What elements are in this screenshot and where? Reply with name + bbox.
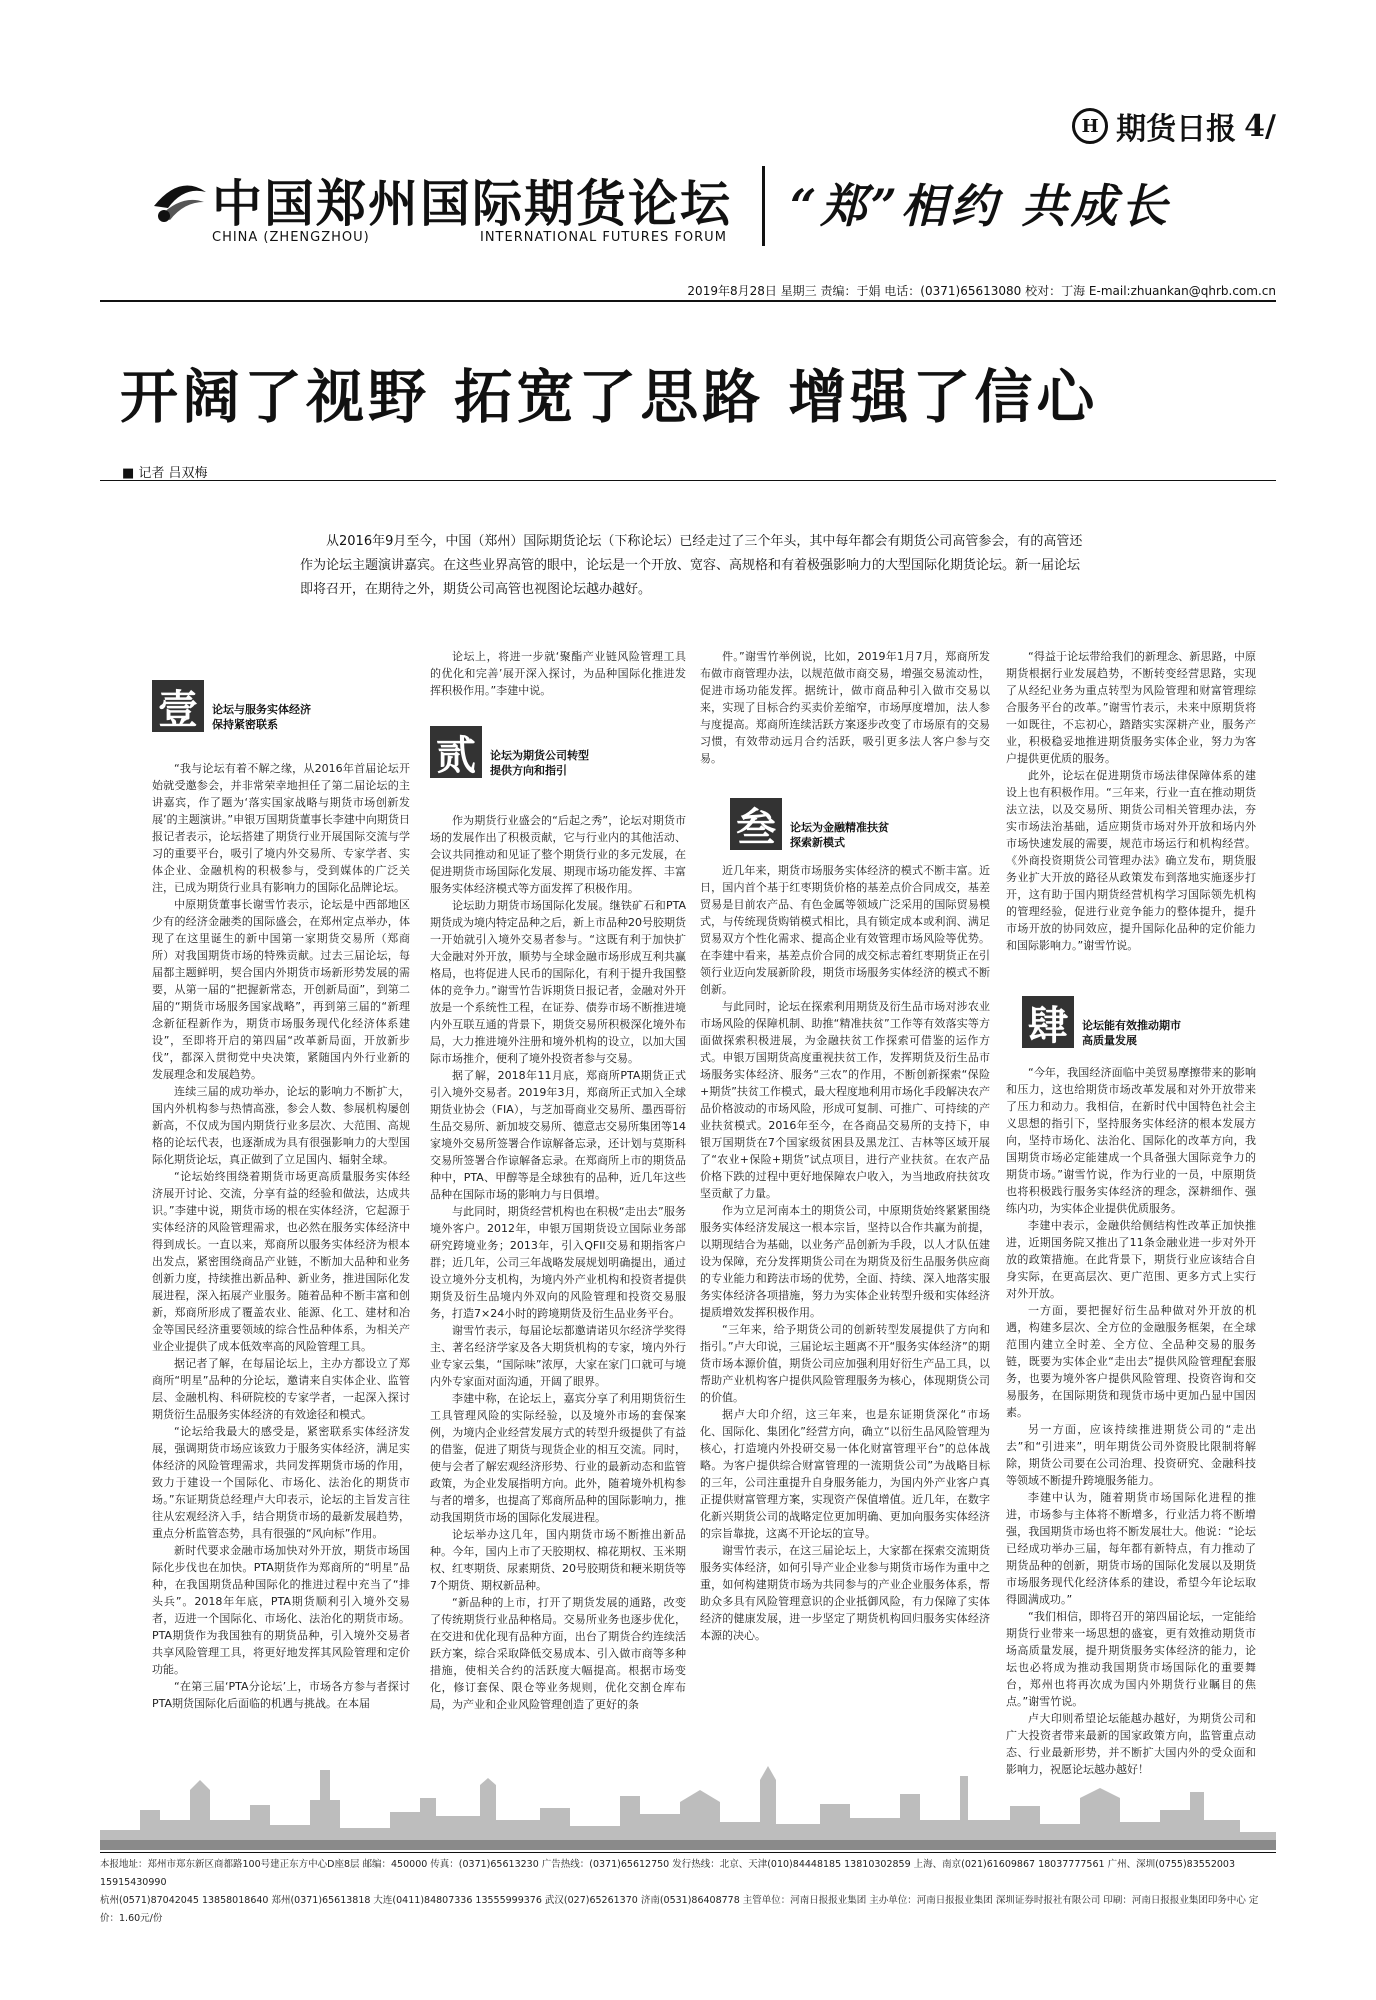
byline-rule [100,480,1276,481]
section-number: 叁 [730,798,782,850]
section-title-line: 论坛为金融精准扶贫 [790,821,889,834]
section-title-line: 探索新模式 [790,836,845,849]
paragraph: “论坛给我最大的感受是，紧密联系实体经济发展，强调期货市场应该致力于服务实体经济，满足实体经济的风险管理需求，共同发挥期货市场的作用，致力于建设一个国际化、市场化、法治化的期货市场。”东证期货总经理卢大印表示，论坛的主旨发言往往从宏观经济入手，结合期货市场的最新发展趋势，重点分析监管态势，具有很强的“风向标”作用。 [152,1425,410,1540]
paragraph: 中原期货董事长谢雪竹表示，论坛是中西部地区少有的经济金融类的国际盛会，在郑州定点举办，体现了在这里诞生的新中国第一家期货交易所（郑商所）对我国期货市场的特殊贡献。过去三届论坛，每届都主题鲜明，契合国内外期货市场新形势发展的需要，从第一届的“把握新常态，开创新局面”，到第二届的“期货市场服务国家战略”，再到第三届的“新理念新征程新作为，期货市场服务现代化经济体系建设”，至即将开启的第四届“改革新局面，开放新步伐”，都深入贯彻党中央决策，紧随国内外行业新的发展理念和发展趋势。 [152,898,410,1081]
article-column-3-top [700,648,990,767]
paragraph: 近几年来，期货市场服务实体经济的模式不断丰富。近日，国内首个基于红枣期货价格的基差点价合同成交，基差贸易是目前农产品、有色金属等领域广泛采用的国际贸易模式，与传统现货购销模式相比，具有锁定成本或利润、满足贸易双方个性化需求、提高企业有效管理市场风险等优势。在李建中看来，基差点价合同的成交标志着红枣期货正在引领行业迈向发展新阶段，期货市场服务实体经济的模式不断创新。 [700,864,990,996]
section-title-line: 保持紧密联系 [212,718,278,731]
article-column-2 [430,812,686,1713]
footer [100,1856,1276,1928]
article-column-3 [700,862,990,1644]
paragraph: 与此同时，期货经营机构也在积极“走出去”服务境外客户。2012年，申银万国期货设立国际业务部研究跨境业务；2013年，引入QFII交易和期指客户群；近几年，公司三年战略发展规划明确提出，通过设立境外分支机构，为境内外产业机构和投资者提供期货及衍生品境内外双向的风险管理和投资交易服务，打造7×24小时的跨境期货及衍生品业务平台。 [430,1205,686,1320]
lead-paragraph: 从2016年9月至今，中国（郑州）国际期货论坛（下称论坛）已经走过了三个年头，其中每年都会有期货公司高管参会，有的高管还作为论坛主题演讲嘉宾。在这些业界高管的眼中，论坛是一个开放、宽容、高规格和有着极强影响力的大型国际化期货论坛。新一届论坛即将召开，在期待之外，期货公司高管也视图论坛越办越好。 [300,534,1083,597]
paper-name: 期货日报 [1116,112,1237,147]
section-title-line: 论坛与服务实体经济 [212,703,311,716]
paragraph: 据了解，2018年11月底，郑商所PTA期货正式引入境外交易者。2019年3月，郑商所正式加入全球期货业协会（FIA），与芝加哥商业交易所、墨西哥衍生品交易所、新加坡交易所、德意志交易所集团等14家境外交易所签署合作谅解备忘录，还计划与莫斯科交易所签署合作谅解备忘录。在郑商所上市的期货品种中，PTA、甲醇等是全球独有的品种，近几年这些品种在国际市场的影响力与日俱增。 [430,1069,686,1201]
section-marker-1 [152,680,311,732]
paragraph: 论坛上，将进一步就‘聚酯产业链风险管理工具的优化和完善’展开深入探讨，为品种国际化推进发挥积极作用。”李建中说。 [430,650,686,697]
city-skyline-illustration [100,1750,1276,1850]
forum-banner [150,160,1250,256]
paragraph: 件。”谢雪竹举例说，比如，2019年1月7月，郑商所发布做市商管理办法，以规范做市商交易，增强交易流动性，促进市场功能发挥。据统计，做市商品种引入做市交易以来，实现了目标合约买卖价差缩窄，市场厚度增加，法人参与度提高。郑商所连续活跃方案逐步改变了市场原有的交易习惯，有效带动远月合约活跃，吸引更多法人客户参与交易。 [700,650,990,765]
paragraph: 据记者了解，在每届论坛上，主办方都设立了郑商所“明星”品种的分论坛，邀请来自实体企业、监管层、金融机构、科研院校的专家学者，一起深入探讨期货衍生品服务实体经济的有效途径和模式。 [152,1357,410,1421]
paragraph: 与此同时，论坛在探索利用期货及衍生品市场对涉农业市场风险的保障机制、助推“精准扶贫”工作等有效落实等方面做探索积极进展，为金融扶贫工作探索可借鉴的运作方式。申银万国期货高度重视扶贫工作，发挥期货及衍生品市场服务实体经济、服务“三农”的作用，不断创新探索“保险+期货”扶贫工作模式，最大程度地利用市场化手段解决农产品价格波动的市场风险，形成可复制、可推广、可持续的产业扶贫模式。2016年至今，在各商品交易所的支持下，申银万国期货在7个国家级贫困县及黑龙江、吉林等区域开展了“农业+保险+期货”试点项目，进行产业扶贫。在农产品价格下跌的过程中更好地保障农户收入，为当地政府扶贫攻坚贡献了力量。 [700,1000,990,1200]
paragraph: “在第三届‘PTA分论坛’上，市场各方参与者探讨PTA期货国际化后面临的机遇与挑战。在本届 [152,1680,410,1710]
article-column-4 [1006,1064,1256,1778]
paragraph: 李建中称，在论坛上，嘉宾分享了利用期货衍生工具管理风险的实际经验，以及境外市场的套保案例，为境内企业经营发展方式的转型升级提供了有益的借鉴，促进了期货与现货企业的相互交流。同时，使与会者了解宏观经济形势、行业的最新动态和监管政策，为企业发展指明方向。此外，随着境外机构参与者的增多，也提高了郑商所品种的国际影响力，推动我国期货市场的国际化发展进程。 [430,1392,686,1524]
paragraph: “得益于论坛带给我们的新理念、新思路，中原期货根据行业发展趋势，不断转变经营思路，实现了从经纪业务为重点转型为风险管理和财富管理综合服务平台的改革。”谢雪竹表示，未来中原期货将一如既往，不忘初心，踏踏实实深耕产业，服务产业，积极稳妥地推进期货服务实体企业，努力为客户提供更优质的服务。 [1006,650,1256,765]
section-number: 贰 [430,726,482,778]
section-title-line: 高质量发展 [1082,1034,1137,1047]
header-rule [100,300,1276,302]
section-marker-4 [1022,996,1181,1048]
paragraph: 卢大印则希望论坛能越办越好，为期货公司和广大投资者带来最新的国家政策方向，监管重点动态、行业最新形势，并不断扩大国内外的受众面和影响力，祝愿论坛越办越好！ [1006,1712,1256,1776]
paragraph: 论坛举办这几年，国内期货市场不断推出新品种。今年，国内上市了天胶期权、棉花期权、玉米期权、红枣期货、尿素期货、20号胶期货和粳米期货等7个期货、期权新品种。 [430,1528,686,1592]
paragraph: 一方面，要把握好衍生品种做对外开放的机遇，构建多层次、全方位的金融服务框架，在全球范围内建立全时差、全方位、全品种交易的服务链，既要为实体企业“走出去”提供风险管理配套服务，也要为境外客户提供风险管理、投资咨询和交易服务，在国际期货和现货市场中更加凸显中国因素。 [1006,1304,1256,1419]
paragraph: 李建中认为，随着期货市场国际化进程的推进，市场参与主体将不断增多，行业活力将不断增强，我国期货市场也将不断发展壮大。他说：“论坛已经成功举办三届，每年都有新特点，有力推动了期货品种的创新，期货市场的国际化发展以及期货市场服务现代化经济体系的建设，希望今年论坛取得圆满成功。” [1006,1491,1256,1606]
paragraph: 新时代要求金融市场加快对外开放，期货市场国际化步伐也在加快。PTA期货作为郑商所的“明星”品种，在我国期货品种国际化的推进过程中充当了“排头兵”。2018年年底，PTA期货顺利引入境外交易者，迈进一个国际化、市场化、法治化的期货市场。PTA期货作为我国独有的期货品种，引入境外交易者共享风险管理工具，将更好地发挥其风险管理和定价功能。 [152,1544,410,1676]
section-title-line: 提供方向和指引 [490,764,567,777]
newspaper-logo-icon: H [1072,108,1108,144]
article-column-4-top [1006,648,1256,954]
paragraph: 作为期货行业盛会的“后起之秀”，论坛对期货市场的发展作出了积极贡献，它与行业内的其他活动、会议共同推动和见证了整个期货行业的多元发展，在促进期货市场国际化发展、期现市场功能发挥、丰富服务实体经济模式等方面发挥了积极作用。 [430,814,686,895]
dateline: 2019年8月28日 星期三 责编：于娟 电话：(0371)65613080 校对：丁海 E-mail:zhuankan@qhrb.com.cn [687,284,1276,298]
forum-name: 中国郑州国际期货论坛 [212,174,732,233]
article-column-1 [152,760,410,1712]
paragraph: 论坛助力期货市场国际化发展。继铁矿石和PTA期货成为境内特定品种之后，新上市品种20号胶期货一开始就引入境外交易者参与。“这既有利于加快扩大金融对外开放，顺势与全球金融市场形成互利共赢格局，也将促进人民币的国际化，有利于提升我国整体的竞争力。”谢雪竹告诉期货日报记者，金融对外开放是一个系统性工程，在证券、债券市场不断推进境内外互联互通的背景下，期货交易所积极深化境外布局，大力推进境外注册和境外机构的设立，以加大国际市场推介，便利了境外投资者参与交易。 [430,899,686,1065]
masthead [1072,104,1276,148]
paragraph: 此外，论坛在促进期货市场法律保障体系的建设上也有积极作用。“三年来，行业一直在推动期货法立法，以及交易所、期货公司相关管理办法，夯实市场法治基础，适应期货市场对外开放和场内外市场快速发展的需要，规范市场运行和机构经营。《外商投资期货公司管理办法》确立发布，期货服务业扩大开放的路径从政策发布到落地实施逐步打开，这有助于国内期货经营机构学习国际领先机构的管理经验，促进行业竞争能力的整体提升，提升市场开放的协同效应，提升国际化品种的定价能力和国际影响力。”谢雪竹说。 [1006,769,1256,952]
paragraph: “论坛始终围绕着期货市场更高质量服务实体经济展开讨论、交流，分享有益的经验和做法，达成共识。”李建中说，期货市场的根在实体经济，它起源于实体经济的风险管理需求，也必然在服务实体经济中得到成长。一直以来，郑商所以服务实体经济为根本出发点，紧密围绕商品产业链，不断加大品种和业务创新力度，持续推出新品种、新业务，推进国际化发展进程，深入拓展产业服务。随着品种不断丰富和创新，郑商所形成了覆盖农业、能源、化工、建材和冶金等国民经济重要领域的综合性品种体系，为相关产业企业提供了成本低效率高的风险管理工具。 [152,1170,410,1353]
byline: ■ 记者 吕双梅 [122,466,208,481]
forum-slogan: “郑”相约 共成长 [790,179,1171,233]
section-marker-2 [430,726,589,778]
section-title-line: 论坛为期货公司转型 [490,749,589,762]
forum-emblem-icon [150,172,210,228]
footer-rule [100,1852,1276,1853]
forum-name-en-right: INTERNATIONAL FUTURES FORUM [480,230,727,245]
paragraph: 谢雪竹表示，在这三届论坛上，大家都在探索交流期货服务实体经济，如何引导产业企业参与期货市场作为重中之重，如何构建期货市场为共同参与的产业企业服务体系，帮助众多具有风险管理意识的企业抵御风险，有力保障了实体经济的健康发展，进一步坚定了期货机构回归服务实体经济本源的决心。 [700,1544,990,1642]
paragraph: “我们相信，即将召开的第四届论坛，一定能给期货行业带来一场思想的盛宴，更有效推动期货市场高质量发展，提升期货服务实体经济的能力，论坛也必将成为推动我国期货市场国际化的重要舞台，郑州也将再次成为国内外期货行业瞩目的焦点。”谢雪竹说。 [1006,1610,1256,1708]
paragraph: “今年，我国经济面临中美贸易摩擦带来的影响和压力，这也给期货市场改革发展和对外开放带来了压力和动力。我相信，在新时代中国特色社会主义思想的指引下，坚持服务实体经济的根本发展方向，坚持市场化、法治化、国际化的改革方向，我国期货市场必定能建成一个具备强大国际竞争力的期货市场。”谢雪竹说，作为行业的一员，中原期货也将积极践行服务实体经济的理念，深耕细作、强练内功，为实体企业提供优质服务。 [1006,1066,1256,1215]
paragraph: 李建中表示，金融供给侧结构性改革正加快推进，近期国务院又推出了11条金融业进一步对外开放的政策措施。在此背景下，期货行业应该结合自身实际，在更高层次、更广范围、更多方式上实行对外开放。 [1006,1219,1256,1300]
headline: 开阔了视野 拓宽了思路 增强了信心 [120,363,1099,431]
paragraph: “三年来，给予期货公司的创新转型发展提供了方向和指引。”卢大印说，三届论坛主题离不开“服务实体经济”的期货市场本源价值，期货公司应加强利用好衍生产品工具，以帮助产业机构客户提供风险管理服务为核心，体现期货公司的价值。 [700,1323,990,1404]
paragraph: 另一方面，应该持续推进期货公司的“走出去”和“引进来”，明年期货公司外资股比限制将解除，期货公司要在公司治理、投资研究、金融科技等领域不断提升跨境服务能力。 [1006,1423,1256,1487]
forum-name-en-left: CHINA (ZHENGZHOU) [212,230,370,245]
section-marker-3 [730,798,889,850]
section-number: 肆 [1022,996,1074,1048]
page-number: 4/ [1244,108,1276,144]
section-number: 壹 [152,680,204,732]
banner-divider [762,166,765,246]
paragraph: 据卢大印介绍，这三年来，也是东证期货深化“市场化、国际化、集团化”经营方向，确立“以衍生品风险管理为核心，打造境内外投研交易一体化财富管理平台”的总体战略。为客户提供综合财富管理的一流期货公司”为战略目标的三年，公司注重提升自身服务能力，为国内外产业客户真正提供财富管理方案，实现资产保值增值。近几年，在数字化新兴期货公司的战略定位更加明确、更加向服务实体经济的宗旨靠拢，这离不开论坛的宣导。 [700,1408,990,1540]
paragraph: “我与论坛有着不解之缘，从2016年首届论坛开始就受邀参会，并非常荣幸地担任了第二届论坛的主讲嘉宾，作了题为‘落实国家战略与期货市场创新发展’的主题演讲。”申银万国期货董事长李建中向期货日报记者表示，论坛搭建了期货行业开展国际交流与学习的重要平台，吸引了境内外交易所、专家学者、实体企业、金融机构的积极参与，受到媒体的广泛关注，已成为期货行业具有影响力的国际化品牌论坛。 [152,762,410,894]
paragraph: 作为立足河南本土的期货公司，中原期货始终紧紧围绕服务实体经济发展这一根本宗旨，坚持以合作共赢为前提，以期现结合为基础，以业务产品创新为手段，以人才队伍建设为保障，充分发挥期货公司在为期货及衍生品服务供应商的专业能力和跨法市场的优势，全面、持续、深入地落实服务实体经济各项措施，努力为实体企业转型升级和实体经济提质增效发挥积极作用。 [700,1204,990,1319]
paragraph: 谢雪竹表示，每届论坛都邀请诺贝尔经济学奖得主、著名经济学家及各大期货机构的专家，境内外行业专家云集，“国际味”浓厚，大家在家门口就可与境内外专家面对面沟通，开阔了眼界。 [430,1324,686,1388]
article-column-2-top [430,648,686,699]
footer-line: 杭州(0571)87042045 13858018640 郑州(0371)65613818 大连(0411)84807336 13555999376 武汉(027)65261370 济南(0531)86408778 主管单位：河南日报报业集团 主办单位：河南日报报业集团 深圳证券时报社有限公司 印刷：河南日报报业集团印务中心 定价：1.60元/份 [100,1895,1259,1924]
paragraph: 连续三届的成功举办，论坛的影响力不断扩大，国内外机构参与热情高涨，参会人数、参展机构屡创新高，不仅成为国内期货行业多层次、大范围、高规格的论坛代表，也逐渐成为具有很强影响力的大型国际化期货论坛，真正做到了立足国内、辐射全球。 [152,1085,410,1166]
footer-line: 本报地址：郑州市郑东新区商都路100号建正东方中心D座8层 邮编：450000 传真：(0371)65613230 广告热线：(0371)65612750 发行热线：北京、天津(010)84448185 13810302859 上海、南京(021)61609867 18037777561 广州、深圳(0755)83552003 15915430990 [100,1859,1236,1888]
paragraph: “新品种的上市，打开了期货发展的通路，改变了传统期货行业品种格局。交易所业务也逐步优化，在交进和优化现有品种方面，出台了期货合约连续活跃方案，综合采取降低交易成本、引入做市商等多种措施，使相关合约的活跃度大幅提高。根据市场变化，修订套保、限仓等业务规则，优化交割仓库布局，为产业和企业风险管理创造了更好的条 [430,1596,686,1711]
section-title-line: 论坛能有效推动期市 [1082,1019,1181,1032]
